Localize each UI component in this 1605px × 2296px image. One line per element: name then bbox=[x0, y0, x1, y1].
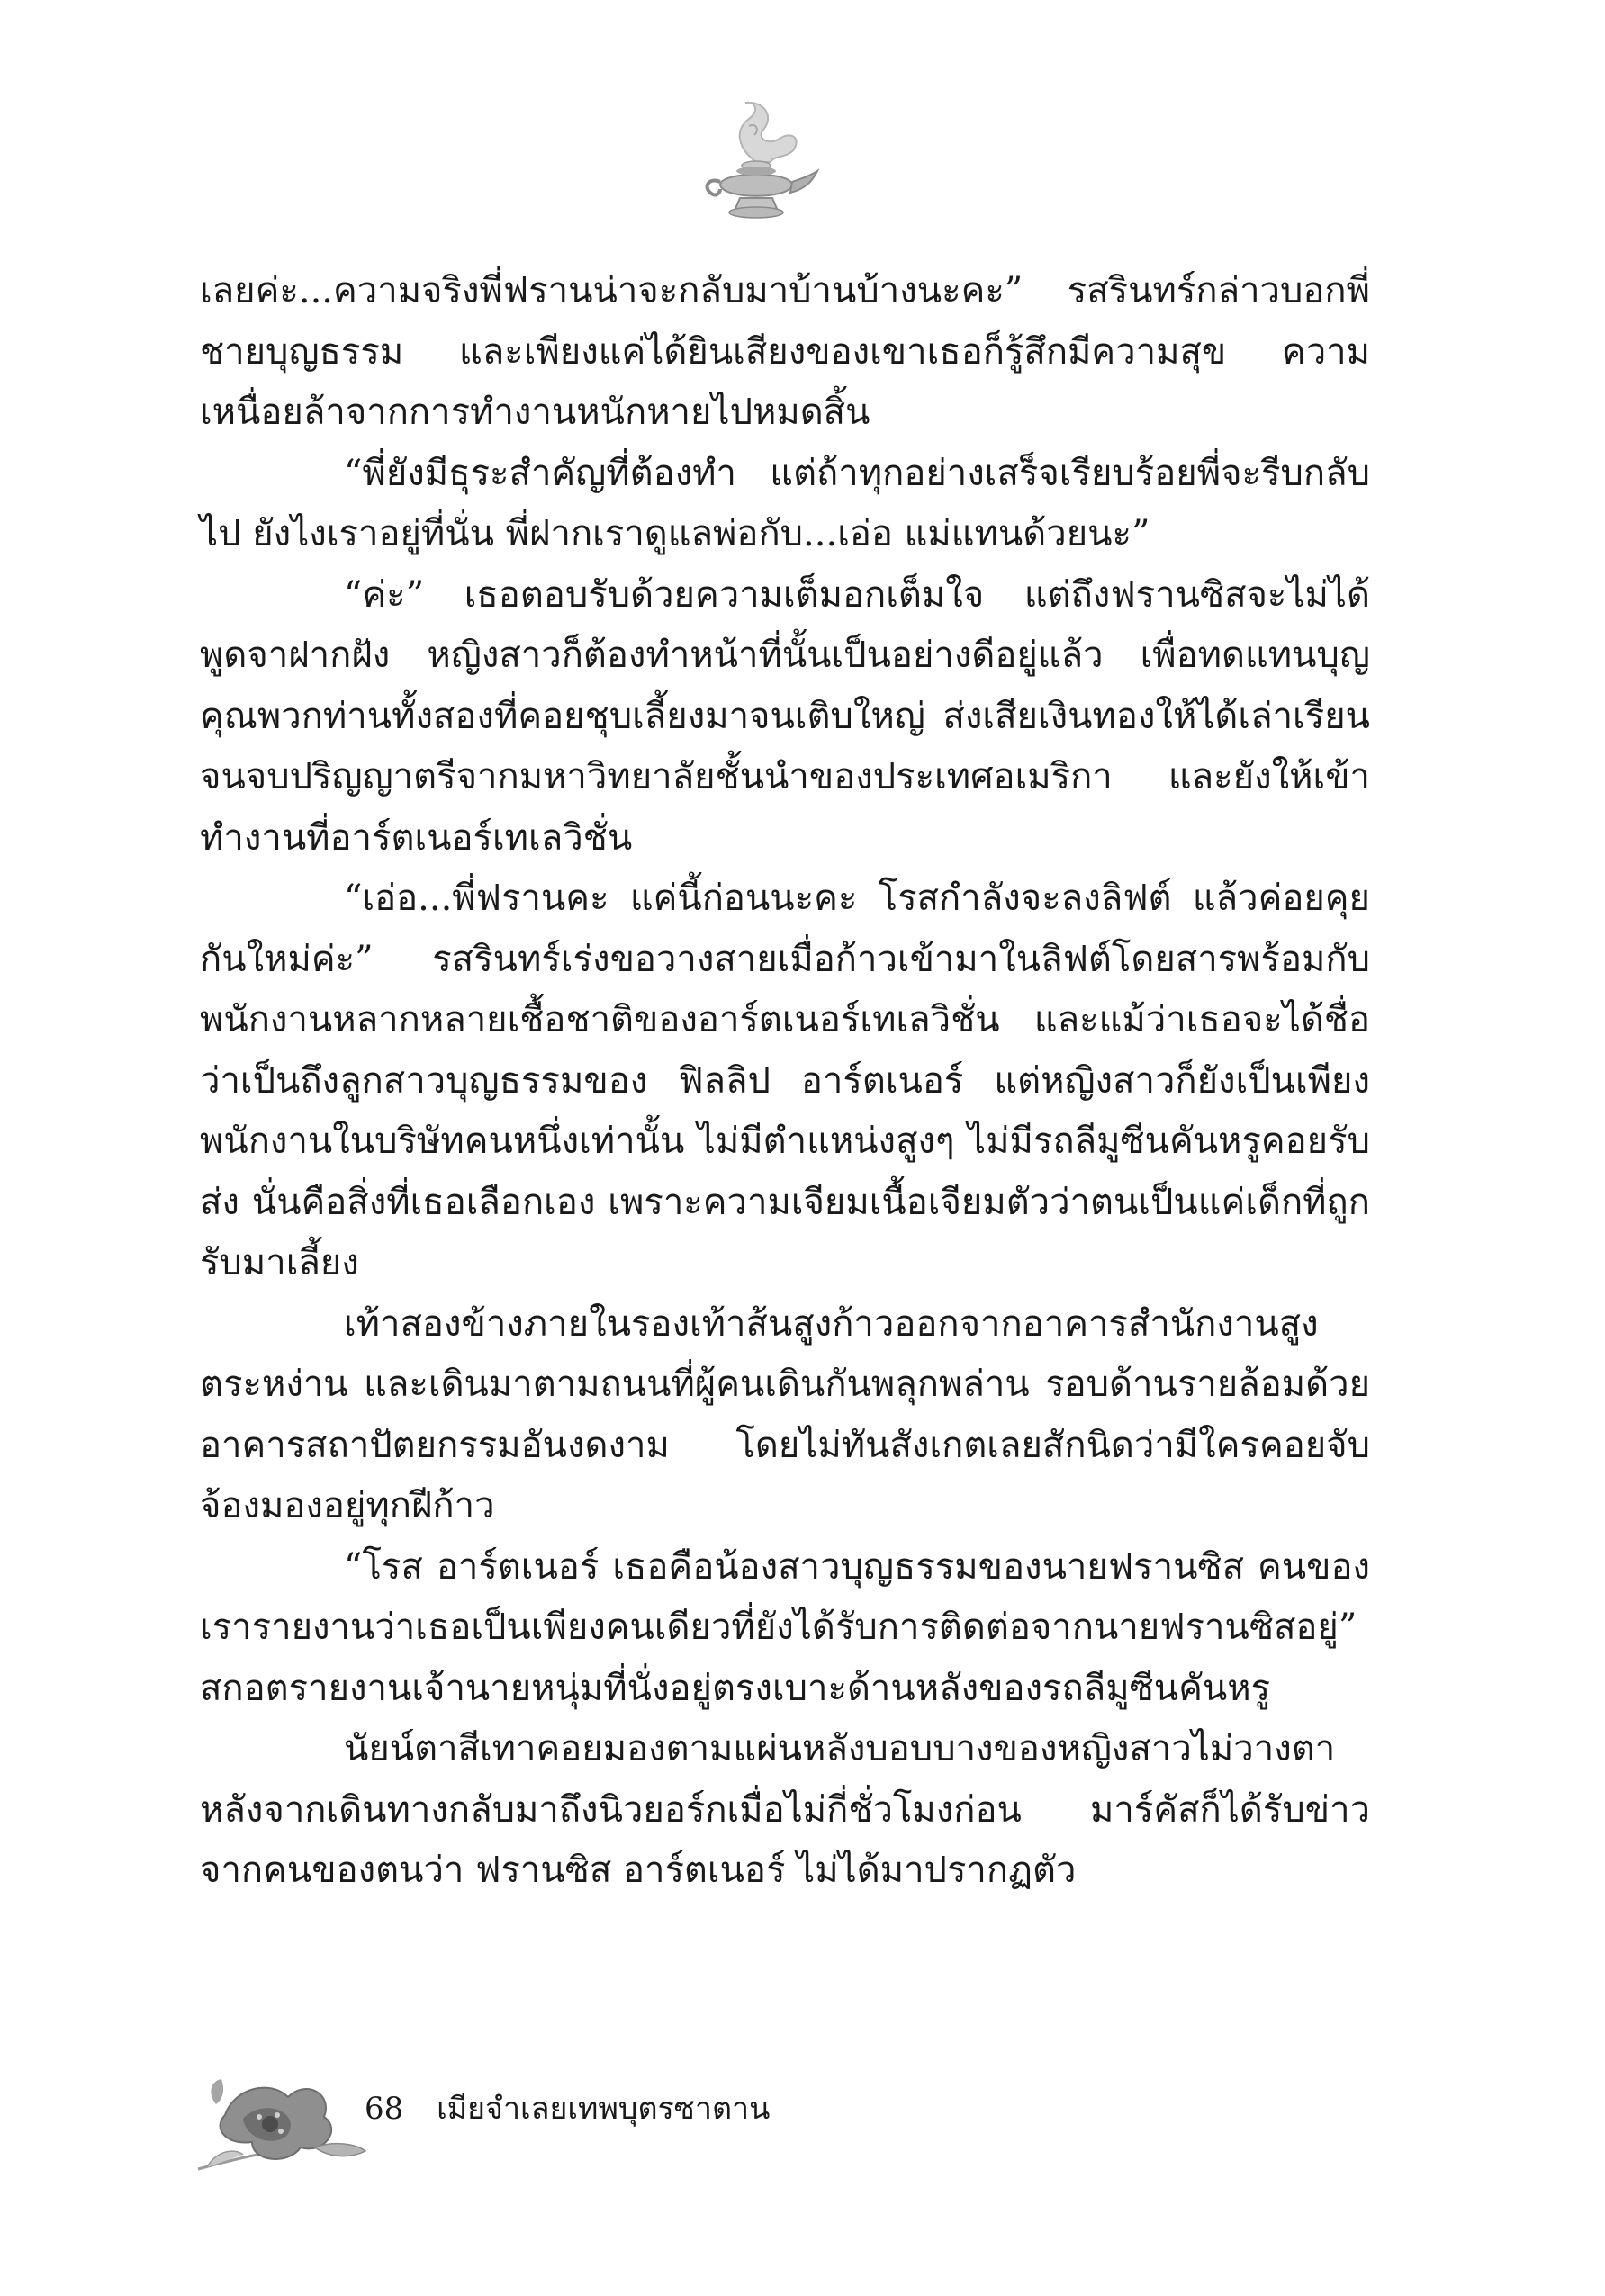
paragraph: “โรส อาร์ตเนอร์ เธอคือน้องสาวบุญธรรมของนายฟรานซิส คนของเรารายงานว่าเธอเป็นเพียงคนเดียวที่ยังได้รับการติดต่อจากนายฟรานซิสอยู่” สกอตรายงานเจ้านายหนุ่มที่นั่งอยู่ตรงเบาะด้านหลังของรถลีมูซีนคันหรู bbox=[200, 1545, 1370, 1709]
body-text bbox=[200, 261, 1370, 1902]
flower-icon bbox=[189, 2061, 369, 2178]
paragraph: นัยน์ตาสีเทาคอยมองตามแผ่นหลังบอบบางของหญิงสาวไม่วางตา หลังจากเดินทางกลับมาถึงนิวยอร์กเมื่อไม่กี่ชั่วโมงก่อน มาร์คัสก็ได้รับข่าวจากคนของตนว่า ฟรานซิส อาร์ตเนอร์ ไม่ได้มาปรากฏตัว bbox=[200, 1728, 1370, 1891]
paragraph: เท้าสองข้างภายในรองเท้าส้นสูงก้าวออกจากอาคารสำนักงานสูงตระหง่าน และเดินมาตามถนนที่ผู้คนเดินกันพลุกพล่าน รอบด้านรายล้อมด้วยอาคารสถาปัตยกรรมอันงดงาม โดยไม่ทันสังเกตเลยสักนิดว่ามีใครคอยจับจ้องมองอยู่ทุกฝีก้าว bbox=[200, 1302, 1370, 1526]
paragraph: “พี่ยังมีธุระสำคัญที่ต้องทำ แต่ถ้าทุกอย่างเสร็จเรียบร้อยพี่จะรีบกลับไป ยังไงเราอยู่ที่นั่น พี่ฝากเราดูแลพ่อกับ...เอ่อ แม่แทนด้วยนะ” bbox=[200, 452, 1370, 554]
book-title: เมียจำเลยเทพบุตรซาตาน bbox=[437, 2091, 771, 2127]
genie-lamp-icon bbox=[693, 99, 819, 234]
footer-text bbox=[365, 2088, 770, 2129]
page-number: 68 bbox=[365, 2091, 404, 2127]
paragraph: เลยค่ะ...ความจริงพี่ฟรานน่าจะกลับมาบ้านบ้างนะคะ” รสรินทร์กล่าวบอกพี่ชายบุญธรรม และเพียงแค่ได้ยินเสียงของเขาเธอก็รู้สึกมีความสุข ความเหนื่อยล้าจากการทำงานหนักหายไปหมดสิ้น bbox=[200, 270, 1370, 433]
page-footer bbox=[189, 2061, 909, 2178]
paragraph: “ค่ะ” เธอตอบรับด้วยความเต็มอกเต็มใจ แต่ถึงฟรานซิสจะไม่ได้พูดจาฝากฝัง หญิงสาวก็ต้องทำหน้าที่นั้นเป็นอย่างดีอยู่แล้ว เพื่อทดแทนบุญคุณพวกท่านทั้งสองที่คอยชุบเลี้ยงมาจนเติบใหญ่ ส่งเสียเงินทองให้ได้เล่าเรียนจนจบปริญญาตรีจากมหาวิทยาลัยชั้นนำของประเทศอเมริกา และยังให้เข้าทำงานที่อาร์ตเนอร์เทเลวิชั่น bbox=[200, 573, 1370, 859]
paragraph: “เอ่อ...พี่ฟรานคะ แค่นี้ก่อนนะคะ โรสกำลังจะลงลิฟต์ แล้วค่อยคุยกันใหม่ค่ะ” รสรินทร์เร่งขอวางสายเมื่อก้าวเข้ามาในลิฟต์โดยสารพร้อมกับพนักงานหลากหลายเชื้อชาติของอาร์ตเนอร์เทเลวิชั่น และแม้ว่าเธอจะได้ชื่อว่าเป็นถึงลูกสาวบุญธรรมของ ฟิลลิป อาร์ตเนอร์ แต่หญิงสาวก็ยังเป็นเพียงพนักงานในบริษัทคนหนึ่งเท่านั้น ไม่มีตำแหน่งสูงๆ ไม่มีรถลีมูซีนคันหรูคอยรับส่ง นั่นคือสิ่งที่เธอเลือกเอง เพราะความเจียมเนื้อเจียมตัวว่าตนเป็นแค่เด็กที่ถูกรับมาเลี้ยง bbox=[200, 878, 1370, 1283]
